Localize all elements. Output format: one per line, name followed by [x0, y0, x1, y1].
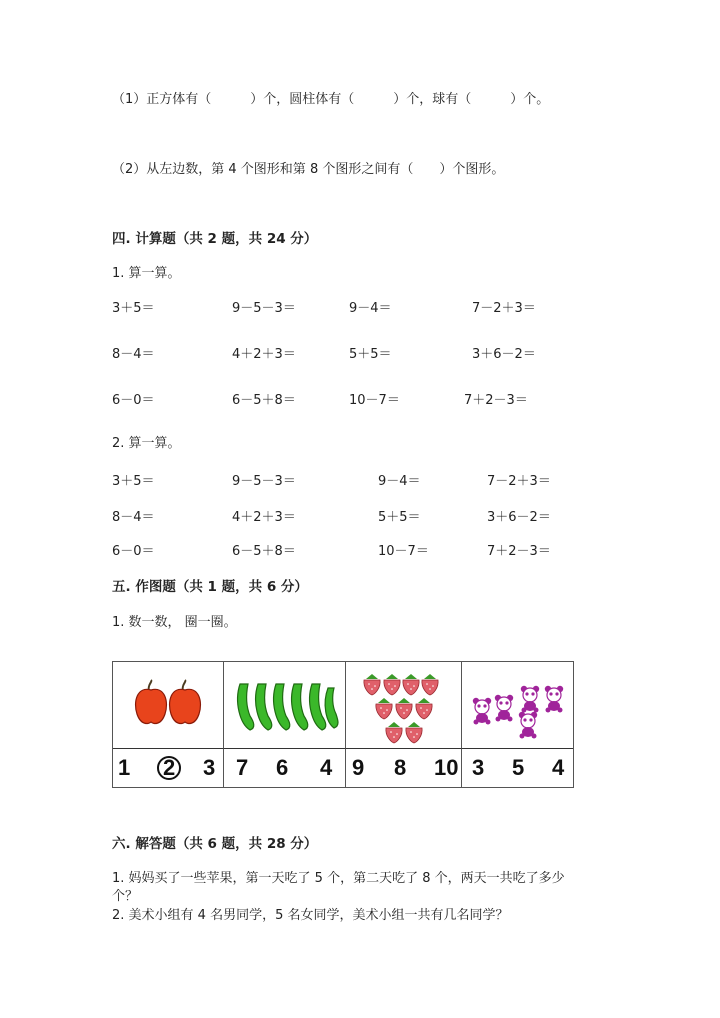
count-option[interactable]: 7	[236, 755, 249, 780]
calc-item: 7－2＋3＝	[472, 301, 536, 316]
calc-item: 6－5＋8＝	[232, 393, 296, 408]
cucumber-icon	[292, 684, 308, 730]
cucumber-icon	[325, 688, 338, 728]
strawberry-icon	[422, 674, 438, 695]
apple-icon-group	[113, 662, 223, 748]
count-option[interactable]: 1	[118, 755, 131, 780]
calc-item: 9－5－3＝	[232, 474, 296, 489]
number-cell-pandas	[462, 748, 573, 787]
section-5-heading: 五. 作图题（共 1 题，共 6 分）	[112, 579, 308, 595]
strawberry-icon	[364, 674, 380, 695]
count-option[interactable]: 9	[352, 755, 365, 780]
word-problem-1-line1: 1. 妈妈买了一些苹果，第一天吃了 5 个，第二天吃了 8 个，两天一共吃了多少	[112, 871, 565, 886]
panda-icon	[519, 712, 537, 739]
strawberry-icon	[396, 698, 412, 719]
question-item-2: （2）从左边数，第 4 个图形和第 8 个图形之间有（ ）个图形。	[112, 162, 505, 177]
apple-icon	[170, 680, 201, 724]
cucumber-icon	[256, 684, 272, 730]
panda-icon	[521, 686, 539, 713]
section-6-heading: 六. 解答题（共 6 题，共 28 分）	[112, 836, 318, 852]
apple-icon	[136, 680, 167, 724]
calc-item: 7＋2－3＝	[464, 393, 528, 408]
calc-item: 10－7＝	[378, 544, 429, 559]
counting-table	[112, 661, 574, 788]
picture-cell-pandas	[462, 662, 573, 748]
picture-cell-apples	[113, 662, 224, 748]
calc-item: 9－4＝	[378, 474, 421, 489]
calc-item: 7－2＋3＝	[487, 474, 551, 489]
calc-q1-title: 1. 算一算。	[112, 266, 181, 281]
section-4-heading: 四. 计算题（共 2 题，共 24 分）	[112, 231, 318, 247]
count-option[interactable]: 4	[320, 755, 333, 780]
calc-item: 5＋5＝	[349, 347, 392, 362]
number-cell-cucumbers	[224, 748, 346, 787]
calc-item: 8－4＝	[112, 347, 155, 362]
count-option[interactable]: 6	[276, 755, 289, 780]
strawberry-icon	[384, 674, 400, 695]
cucumber-icon	[310, 684, 326, 730]
count-option[interactable]: 3	[472, 755, 485, 780]
count-option[interactable]: 8	[394, 755, 407, 780]
draw-q1-title: 1. 数一数， 圈一圈。	[112, 615, 237, 630]
calc-item: 3＋5＝	[112, 474, 155, 489]
calc-item: 7＋2－3＝	[487, 544, 551, 559]
strawberry-icon	[386, 722, 402, 743]
panda-icon	[473, 698, 491, 725]
calc-item: 6－0＝	[112, 544, 155, 559]
calc-item: 4＋2＋3＝	[232, 347, 296, 362]
calc-item: 6－0＝	[112, 393, 155, 408]
calc-item: 8－4＝	[112, 510, 155, 525]
cucumber-icon	[274, 684, 290, 730]
count-option[interactable]: 4	[552, 755, 565, 780]
word-problem-2: 2. 美术小组有 4 名男同学，5 名女同学，美术小组一共有几名同学？	[112, 908, 509, 923]
panda-icon	[495, 695, 513, 722]
strawberry-icon	[416, 698, 432, 719]
count-option[interactable]: 3	[203, 755, 216, 780]
panda-icon	[545, 686, 563, 713]
calc-item: 9－4＝	[349, 301, 392, 316]
picture-cell-strawberries	[346, 662, 462, 748]
calc-q2-title: 2. 算一算。	[112, 436, 181, 451]
count-option[interactable]: 2	[163, 755, 176, 780]
number-cell-apples	[113, 748, 224, 787]
calc-item: 9－5－3＝	[232, 301, 296, 316]
calc-item: 3＋6－2＝	[487, 510, 551, 525]
panda-icon-group	[462, 662, 572, 748]
calc-item: 6－5＋8＝	[232, 544, 296, 559]
count-option[interactable]: 5	[512, 755, 525, 780]
calc-item: 10－7＝	[349, 393, 400, 408]
number-cell-strawberries	[346, 748, 462, 787]
strawberry-icon	[403, 674, 419, 695]
cucumber-icon-group	[224, 662, 345, 748]
calc-item: 3＋5＝	[112, 301, 155, 316]
count-option[interactable]: 10	[434, 755, 459, 780]
cucumber-icon	[238, 684, 254, 730]
picture-cell-cucumbers	[224, 662, 346, 748]
strawberry-icon	[376, 698, 392, 719]
calc-item: 3＋6－2＝	[472, 347, 536, 362]
calc-item: 4＋2＋3＝	[232, 510, 296, 525]
word-problem-1-line2: 个？	[112, 889, 139, 904]
strawberry-icon	[406, 722, 422, 743]
strawberry-icon-group	[346, 662, 461, 748]
calc-item: 5＋5＝	[378, 510, 421, 525]
question-item-1: （1）正方体有（ ）个，圆柱体有（ ）个，球有（ ）个。	[112, 92, 550, 107]
